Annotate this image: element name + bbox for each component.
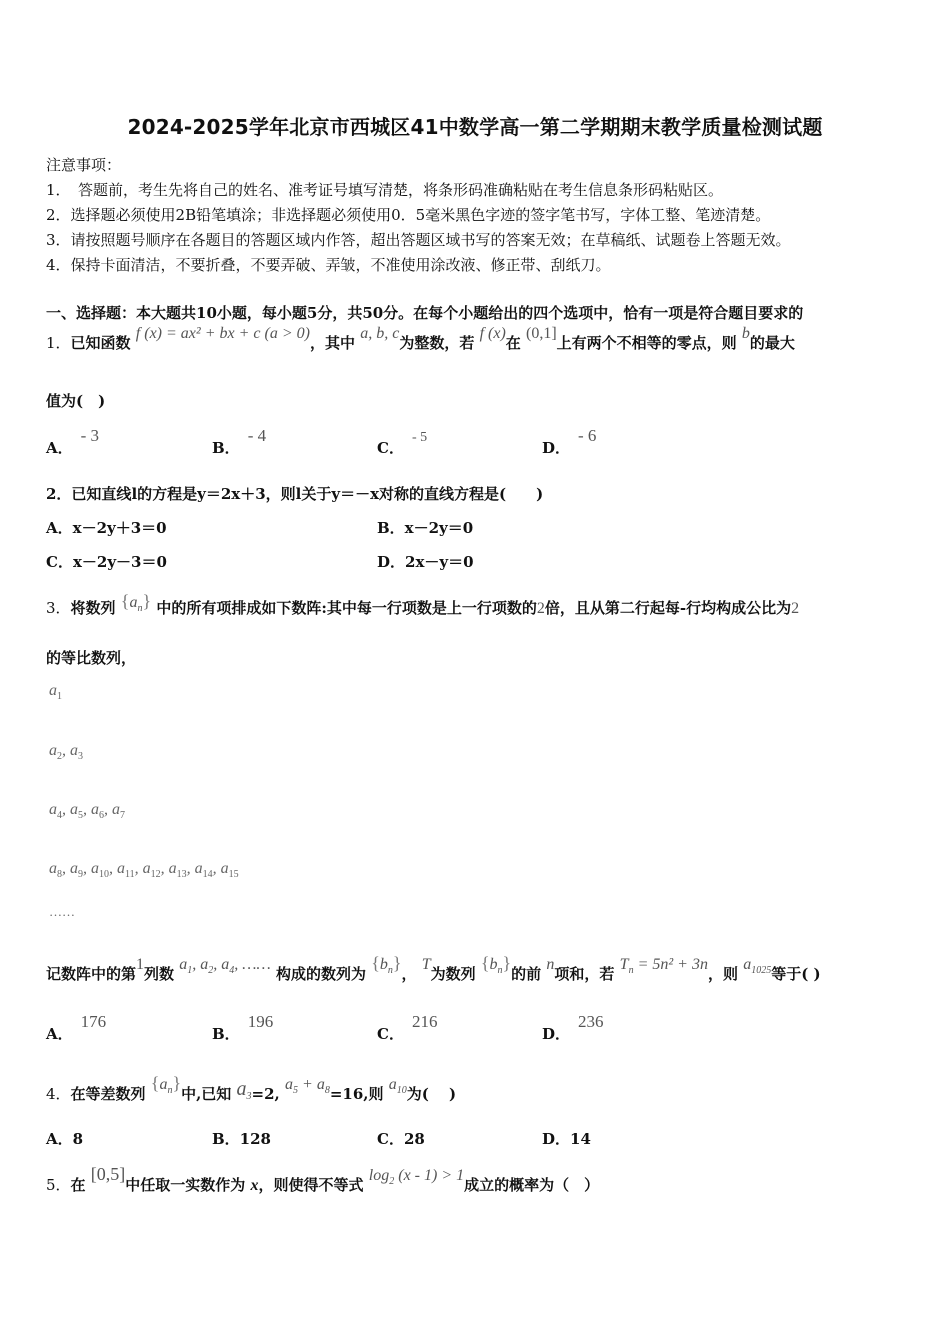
notice-item-3: 3．请按照题号顺序在各题目的答题区域内作答，超出答题区域书写的答案无效；在草稿纸、试题卷上答题无效。 [46,231,791,249]
array-row-1: $a_1$ [49,682,62,702]
array-row-dots: …… [49,904,75,919]
q2-option-a[interactable]: A．x－2y＋3＝0 [46,519,167,537]
array-row-4: $a_8$, $a_9$, $a_{10}$, $a_{11}$, $a_{12}$, $a_{13}$, $a_{14}$, $a_{15}$ [49,860,239,880]
question-2-stem: 2．已知直线l的方程是y＝2x＋3，则l关于y＝－x对称的直线方程是( ) [46,485,544,503]
notice-item-1: 1． 答题前，考生先将自己的姓名、准考证号填写清楚，将条形码准确粘贴在考生信息条形码粘贴区。 [46,181,724,199]
notice-heading: 注意事项： [46,156,122,174]
question-1-stem: 1．已知函数 f (x) = ax² + bx + c (a > 0)，其中 a, b, c为整数，若 f (x)在 (0,1]上有两个不相等的零点，则 b的最大 [46,325,795,352]
q4-option-d[interactable]: D．14 [542,1130,591,1148]
question-3-stem-cont: 的等比数列， [46,649,137,667]
question-5-stem: 5．在 [0,5]中任取一实数作为 x，则使得不等式 $\log_2 (x - 1) > 1$成立的概率为（ ） [46,1164,600,1194]
notice-item-2: 2．选择题必须使用2B铅笔填涂；非选择题必须使用0．5毫米黑色字迹的签字笔书写，字体工整、笔迹清楚。 [46,206,771,224]
q1-function-formula: f (x) = ax² + bx + c (a > 0) [135,325,310,342]
q3-option-b[interactable]: B．196 [212,1012,274,1043]
page-title: 2024-2025学年北京市西城区41中数学高一第二学期期末教学质量检测试题 [127,115,823,139]
q2-option-c[interactable]: C．x－2y－3＝0 [46,553,167,571]
q3-option-d[interactable]: D．236 [542,1012,604,1043]
notice-item-4: 4．保持卡面清洁，不要折叠，不要弄破、弄皱，不准使用涂改液、修正带、刮纸刀。 [46,256,611,274]
q1-option-c[interactable]: C．- 5 [377,430,428,457]
q2-option-b[interactable]: B．x－2y＝0 [377,519,474,537]
q3-option-a[interactable]: A．176 [46,1012,107,1043]
q1-option-a[interactable]: A．- 3 [46,426,100,457]
array-row-3: $a_4$, $a_5$, $a_6$, $a_7$ [49,801,125,821]
q3-option-c[interactable]: C．216 [377,1012,438,1043]
q1-option-b[interactable]: B．- 4 [212,426,267,457]
question-4-stem: 4．在等差数列 $\{a_n\}$中,已知 $a_3=2$, $a_5 + a_8=16$,则 $a_{10}$为( ) [46,1073,457,1103]
q4-option-c[interactable]: C．28 [377,1130,425,1148]
q1-option-d[interactable]: D．- 6 [542,426,597,457]
array-row-2: $a_2$, $a_3$ [49,742,83,762]
section-heading: 一、选择题：本大题共10小题，每小题5分，共50分。在每个小题给出的四个选项中，恰有一项是符合题目要求的 [46,304,804,322]
question-1-stem-cont: 值为( ) [46,392,106,410]
q4-option-b[interactable]: B．128 [212,1130,271,1148]
q2-option-d[interactable]: D．2x－y＝0 [377,553,474,571]
question-3-stem: 3．将数列 $\{a_n\}$ 中的所有项排成如下数阵:其中每一行项数是上一行项数的2倍，且从第二行起每-行均构成公比为2 [46,591,800,617]
q4-option-a[interactable]: A．8 [46,1130,84,1148]
question-3-condition: 记数阵中的第1列数 $a_1$, $a_2$, $a_4$, …… 构成的数列为 $\{b_n\}$， T为数列 $\{b_n\}$的前 n项和，若 $T_n = 5n^2 + 3n$，则 $a_{1025}$等于( ) [46,953,821,983]
